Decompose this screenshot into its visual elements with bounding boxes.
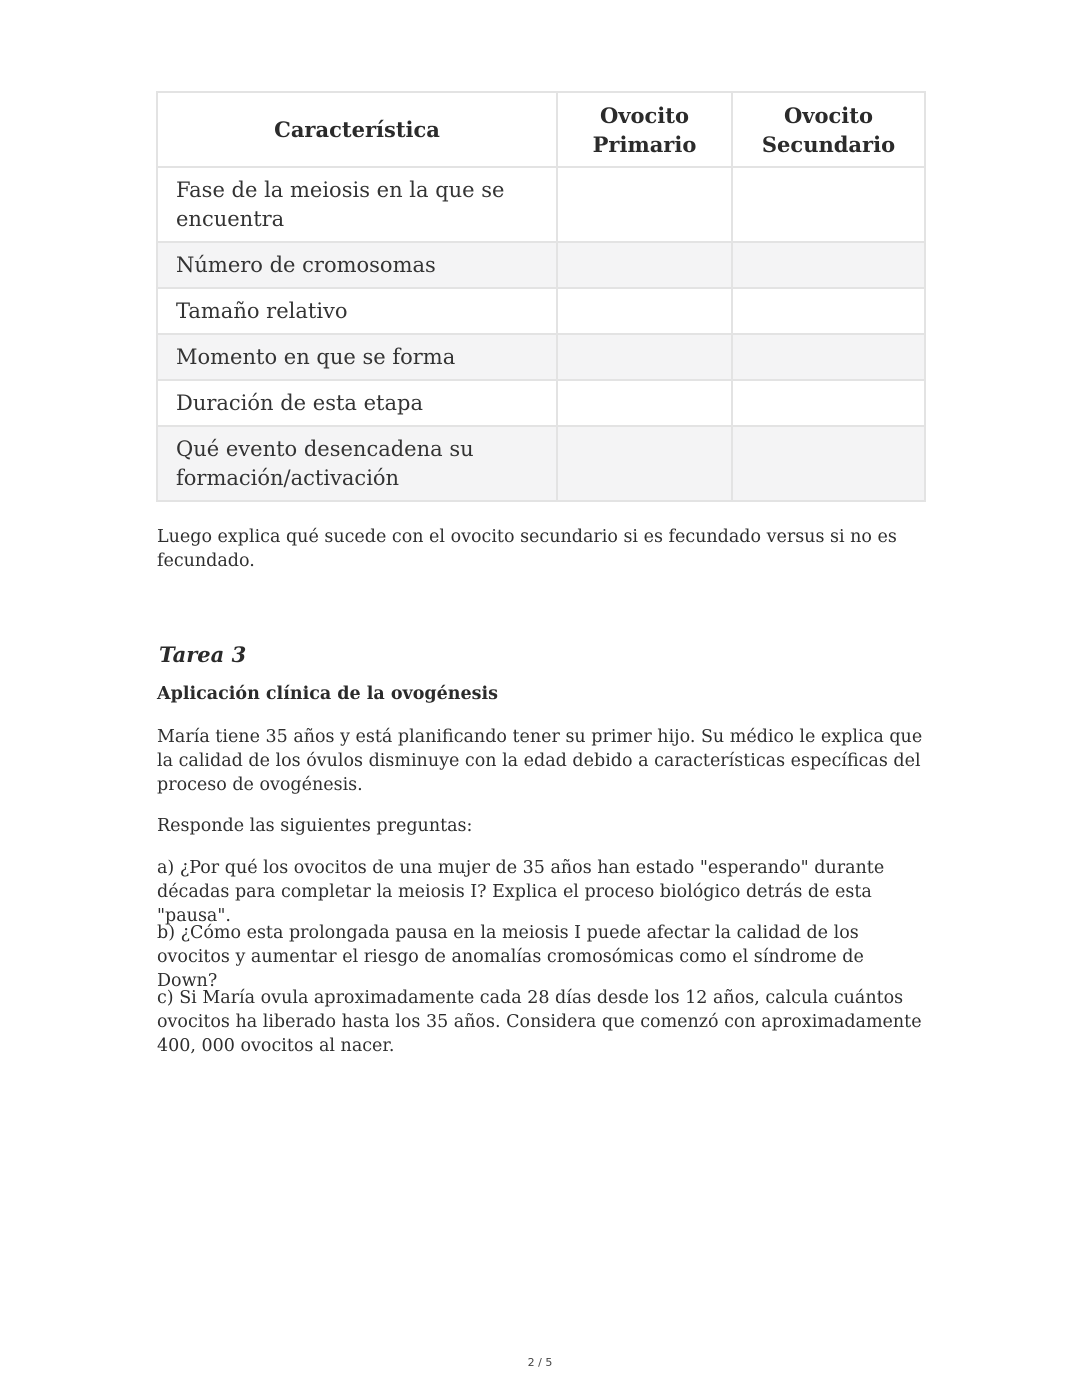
cell-secondary bbox=[732, 426, 925, 501]
table-row bbox=[157, 242, 925, 288]
header-ovocito-secundario: Ovocito Secundario bbox=[732, 92, 925, 167]
cell-secondary bbox=[732, 288, 925, 334]
questions-prompt: Responde las siguientes preguntas: bbox=[157, 816, 473, 836]
table-row bbox=[157, 426, 925, 501]
page-number: 2 / 5 bbox=[527, 1356, 553, 1369]
cell-primary bbox=[557, 334, 732, 380]
question-c: c) Si María ovula aproximadamente cada 28 días desde los 12 años, calcula cuántos ovocitos ha liberado hasta los 35 años. Considera que comenzó con aproximadamente 400, 000 ovocitos al nacer. bbox=[157, 988, 922, 1056]
cell-primary bbox=[557, 167, 732, 242]
cell-primary bbox=[557, 426, 732, 501]
row-label: Momento en que se forma bbox=[157, 334, 557, 380]
question-a: a) ¿Por qué los ovocitos de una mujer de 35 años han estado "esperando" durante décadas para completar la meiosis I? Explica el proceso biológico detrás de esta "pausa". bbox=[157, 858, 885, 926]
table-row bbox=[157, 334, 925, 380]
cell-secondary bbox=[732, 334, 925, 380]
table-header-row bbox=[157, 92, 925, 167]
table-row bbox=[157, 380, 925, 426]
header-caracteristica: Característica bbox=[157, 92, 557, 167]
cell-secondary bbox=[732, 167, 925, 242]
cell-primary bbox=[557, 242, 732, 288]
header-ovocito-primario: Ovocito Primario bbox=[557, 92, 732, 167]
table-row bbox=[157, 167, 925, 242]
cell-primary bbox=[557, 288, 732, 334]
row-label: Duración de esta etapa bbox=[157, 380, 557, 426]
task-title: Tarea 3 bbox=[159, 642, 247, 667]
cell-primary bbox=[557, 380, 732, 426]
row-label: Número de cromosomas bbox=[157, 242, 557, 288]
cell-secondary bbox=[732, 380, 925, 426]
row-label: Qué evento desencadena su formación/activación bbox=[157, 426, 557, 501]
table-row bbox=[157, 288, 925, 334]
row-label: Tamaño relativo bbox=[157, 288, 557, 334]
comparison-table bbox=[156, 91, 926, 502]
task-subtitle: Aplicación clínica de la ovogénesis bbox=[157, 684, 498, 704]
row-label: Fase de la meiosis en la que se encuentra bbox=[157, 167, 557, 242]
table-followup-text: Luego explica qué sucede con el ovocito secundario si es fecundado versus si no es fecundado. bbox=[157, 527, 897, 571]
case-intro: María tiene 35 años y está planificando tener su primer hijo. Su médico le explica que la calidad de los óvulos disminuye con la edad debido a características específicas del proceso de ovogénesis. bbox=[157, 727, 923, 795]
cell-secondary bbox=[732, 242, 925, 288]
question-b: b) ¿Cómo esta prolongada pausa en la meiosis I puede afectar la calidad de los ovocitos y aumentar el riesgo de anomalías cromosómicas como el síndrome de Down? bbox=[157, 923, 864, 991]
